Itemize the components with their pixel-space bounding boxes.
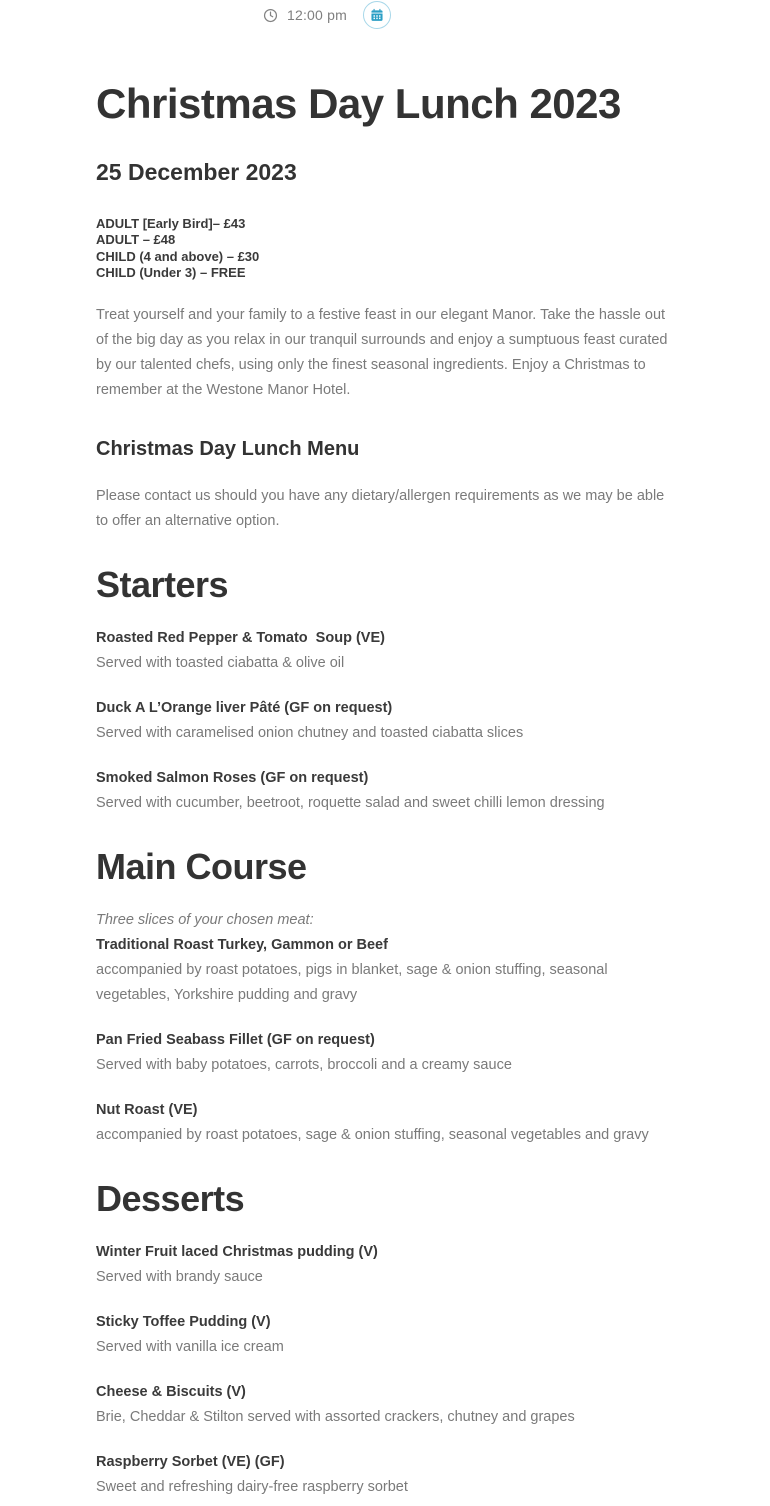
menu-item-name: Traditional Roast Turkey, Gammon or Beef (96, 936, 388, 953)
menu-item-description: Served with cucumber, beetroot, roquette salad and sweet chilli lemon dressing (96, 794, 605, 811)
section-heading-desserts: Desserts (96, 1177, 245, 1219)
menu-item (96, 1240, 674, 1290)
pricing-block (96, 216, 674, 282)
menu-item-description: Served with baby potatoes, carrots, broccoli and a creamy sauce (96, 1056, 512, 1073)
menu-item (96, 626, 674, 676)
menu-item-description: Served with brandy sauce (96, 1268, 263, 1285)
menu-item-name: Smoked Salmon Roses (GF on request) (96, 769, 369, 786)
menu-item-description: Brie, Cheddar & Stilton served with assorted crackers, chutney and grapes (96, 1408, 575, 1425)
menu-item-description: accompanied by roast potatoes, pigs in blanket, sage & onion stuffing, seasonal vegetables, Yorkshire pudding and gravy (96, 961, 608, 1003)
menu-item-name: Roasted Red Pepper & Tomato Soup (VE) (96, 629, 385, 646)
menu-item (96, 766, 674, 816)
course-note: Three slices of your chosen meat: (96, 911, 314, 928)
menu-item-name: Cheese & Biscuits (V) (96, 1383, 246, 1400)
menu-item-description: Served with vanilla ice cream (96, 1338, 284, 1355)
pricing-line-child-under-3: CHILD (Under 3) – FREE (96, 265, 246, 281)
menu-item (96, 696, 674, 746)
menu-item-name: Sticky Toffee Pudding (V) (96, 1313, 271, 1330)
menu-item-name: Raspberry Sorbet (VE) (GF) (96, 1453, 285, 1470)
menu-item-description: Served with caramelised onion chutney and toasted ciabatta slices (96, 724, 524, 741)
menu-item (96, 1310, 674, 1360)
event-detail-content (0, 80, 770, 1500)
menu-item-description: Served with toasted ciabatta & olive oil (96, 654, 345, 671)
menu-item-description: accompanied by roast potatoes, sage & onion stuffing, seasonal vegetables and gravy (96, 1126, 649, 1143)
clock-icon (263, 8, 278, 23)
page-title: Christmas Day Lunch 2023 (96, 80, 621, 127)
menu-item (96, 1098, 674, 1148)
section-heading-main-course: Main Course (96, 845, 307, 887)
menu-item-name: Winter Fruit laced Christmas pudding (V) (96, 1243, 378, 1260)
menu-item-description: Sweet and refreshing dairy-free raspberry sorbet (96, 1478, 408, 1495)
section-heading-starters: Starters (96, 563, 229, 605)
menu-item-name: Pan Fried Seabass Fillet (GF on request) (96, 1031, 375, 1048)
menu-item (96, 1450, 674, 1500)
intro-paragraph: Treat yourself and your family to a festive feast in our elegant Manor. Take the hassle out of the big day as you relax in our tranquil surrounds and enjoy a sumptuous feast curated by our talented chefs, using only the finest seasonal ingredients. Enjoy a Christmas to remember at the Westone Manor Hotel. (96, 306, 668, 398)
menu-item (96, 1380, 674, 1430)
menu-item-name: Duck A L’Orange liver Pâté (GF on request) (96, 699, 393, 716)
event-time-label: 12:00 pm (287, 7, 347, 23)
menu-item (96, 1028, 674, 1078)
menu-heading: Christmas Day Lunch Menu (96, 437, 360, 460)
menu-item (96, 908, 674, 1008)
event-date: 25 December 2023 (96, 159, 297, 185)
pricing-line-adult-early-bird: ADULT [Early Bird]– £43 (96, 216, 246, 231)
allergen-note: Please contact us should you have any dietary/allergen requirements as we may be able to offer an alternative option. (96, 487, 665, 529)
pricing-line-adult: ADULT – £48 (96, 232, 176, 248)
menu-item-name: Nut Roast (VE) (96, 1101, 198, 1118)
calendar-icon (370, 8, 384, 22)
add-to-calendar-button[interactable] (363, 1, 391, 29)
pricing-line-child: CHILD (4 and above) – £30 (96, 248, 260, 264)
event-time-bar (0, 0, 770, 30)
